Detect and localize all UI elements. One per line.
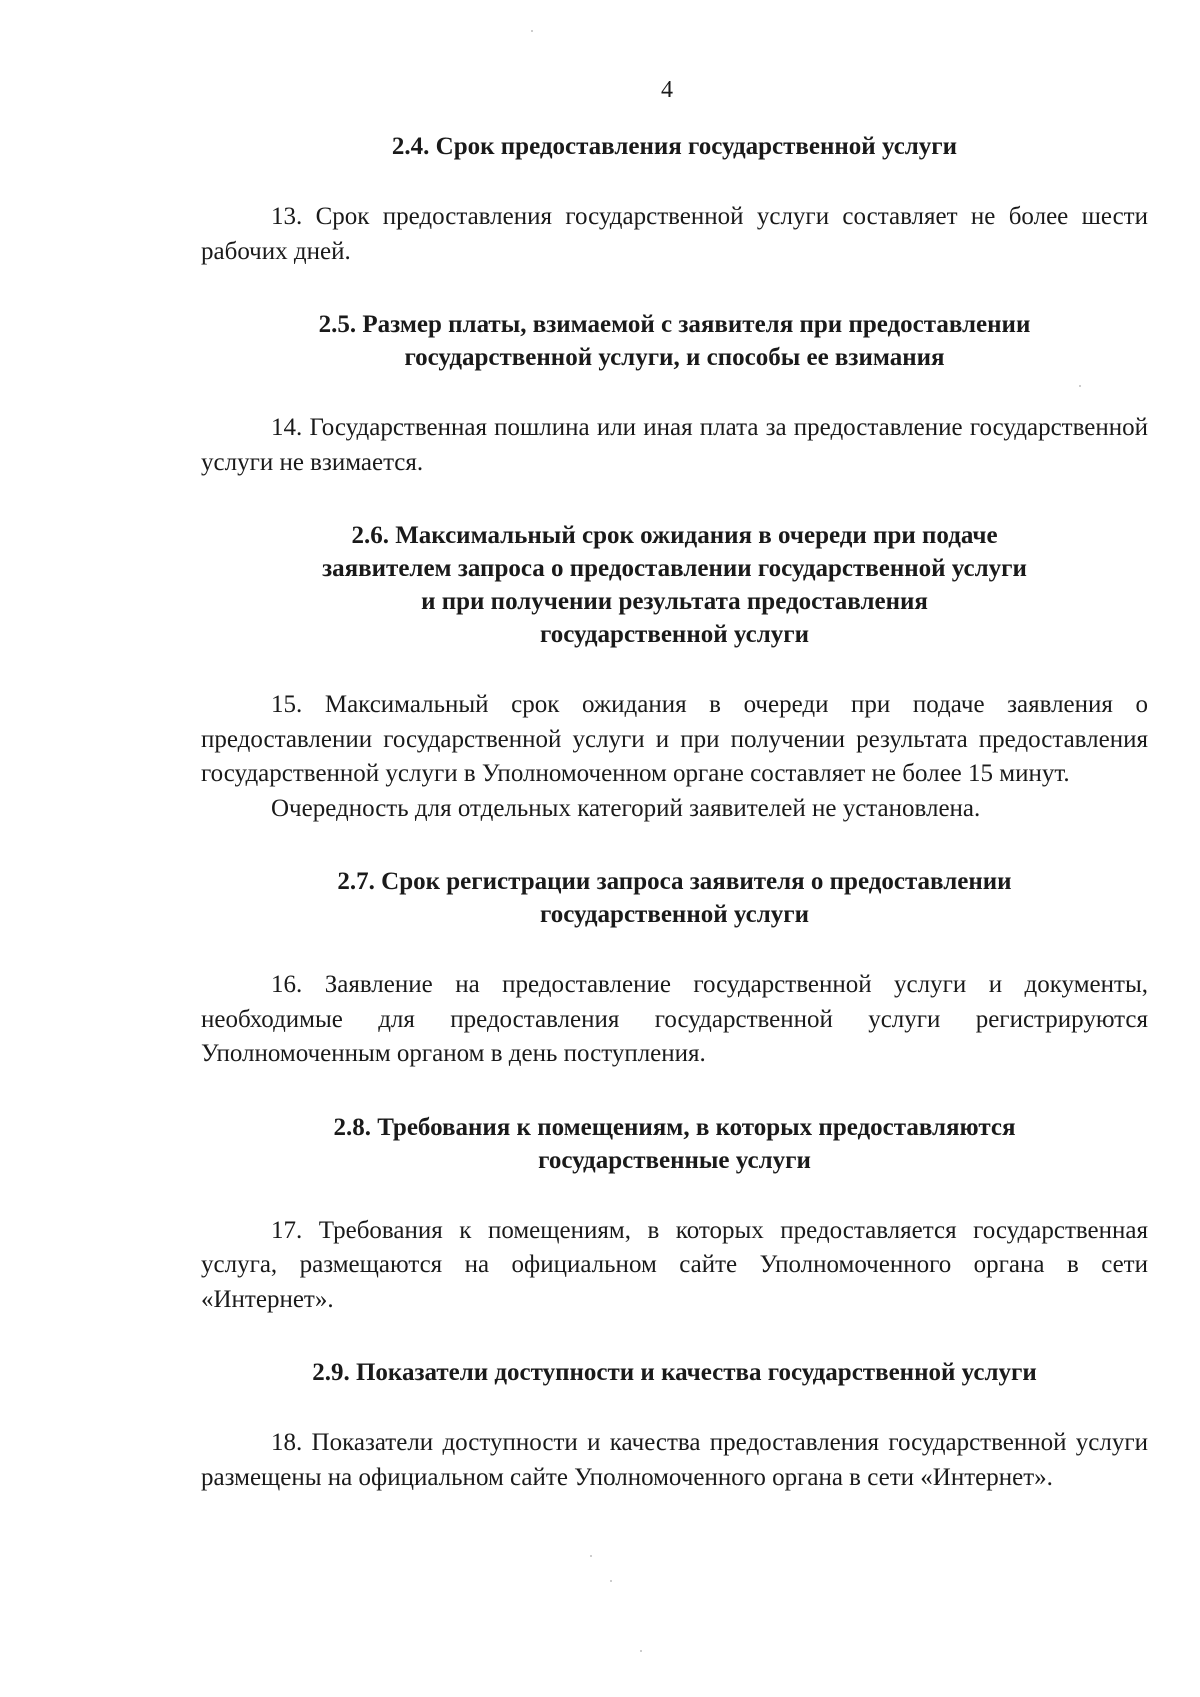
paragraph-16: 16. Заявление на предоставление государственной услуги и документы, необходимые для предоставления государственной услуги регистрируются Уполномоченным органом в день поступления. bbox=[201, 971, 1148, 1067]
scan-speck bbox=[610, 1580, 612, 1582]
paragraph-18: 18. Показатели доступности и качества предоставления государственной услуги размещены на официальном сайте Уполномоченного органа в сети «Интернет». bbox=[201, 1429, 1148, 1491]
paragraph-15: 15. Максимальный срок ожидания в очереди при подаче заявления о предоставлении государственной услуги и при получении результата предоставления государственной услуги в Уполномоченном органе составляет не более 15 минут. bbox=[201, 691, 1148, 787]
section-2-8 bbox=[201, 1111, 1148, 1318]
scan-speck bbox=[1079, 385, 1081, 387]
section-heading bbox=[201, 1356, 1148, 1389]
section-heading bbox=[201, 308, 1148, 374]
heading-line: 2.4. Срок предоставления государственной услуги bbox=[391, 133, 958, 160]
section-2-9 bbox=[201, 1356, 1148, 1495]
section-2-5 bbox=[201, 308, 1148, 480]
scan-speck bbox=[590, 1555, 592, 1557]
heading-line: и при получении результата предоставления bbox=[421, 588, 928, 615]
scan-speck bbox=[640, 1650, 642, 1652]
section-heading bbox=[201, 1111, 1148, 1177]
heading-line: 2.9. Показатели доступности и качества государственной услуги bbox=[312, 1359, 1037, 1386]
paragraph-17: 17. Требования к помещениям, в которых предоставляется государственная услуга, размещаются на официальном сайте Уполномоченного органа в сети «Интернет». bbox=[201, 1216, 1148, 1313]
heading-line: государственные услуги bbox=[538, 1146, 811, 1174]
section-2-6 bbox=[201, 519, 1148, 826]
section-heading bbox=[201, 130, 1148, 163]
heading-line: государственной услуги bbox=[539, 901, 810, 928]
page-number: 4 bbox=[661, 77, 673, 103]
paragraph-15-note: Очередность для отдельных категорий заявителей не установлена. bbox=[271, 794, 981, 822]
heading-line: 2.8. Требования к помещениям, в которых предоставляются bbox=[333, 1113, 1016, 1141]
section-heading bbox=[201, 519, 1148, 651]
section-2-4 bbox=[201, 130, 1148, 269]
heading-line: 2.6. Максимальный срок ожидания в очереди при подаче bbox=[351, 522, 998, 549]
heading-line: заявителем запроса о предоставлении государственной услуги bbox=[322, 555, 1027, 582]
heading-line: государственной услуги, и способы ее взимания bbox=[404, 344, 945, 371]
scan-speck bbox=[531, 30, 533, 32]
paragraph-14: 14. Государственная пошлина или иная плата за предоставление государственной услуги не взимается. bbox=[201, 414, 1148, 476]
heading-line: 2.5. Размер платы, взимаемой с заявителя при предоставлении bbox=[318, 311, 1031, 338]
heading-line: государственной услуги bbox=[539, 621, 810, 648]
section-2-7 bbox=[201, 865, 1148, 1072]
document-body bbox=[201, 130, 1148, 1495]
heading-line: 2.7. Срок регистрации запроса заявителя о предоставлении bbox=[337, 868, 1012, 895]
paragraph-13: 13. Срок предоставления государственной услуги составляет не более шести рабочих дней. bbox=[201, 203, 1148, 265]
section-heading bbox=[201, 865, 1148, 931]
